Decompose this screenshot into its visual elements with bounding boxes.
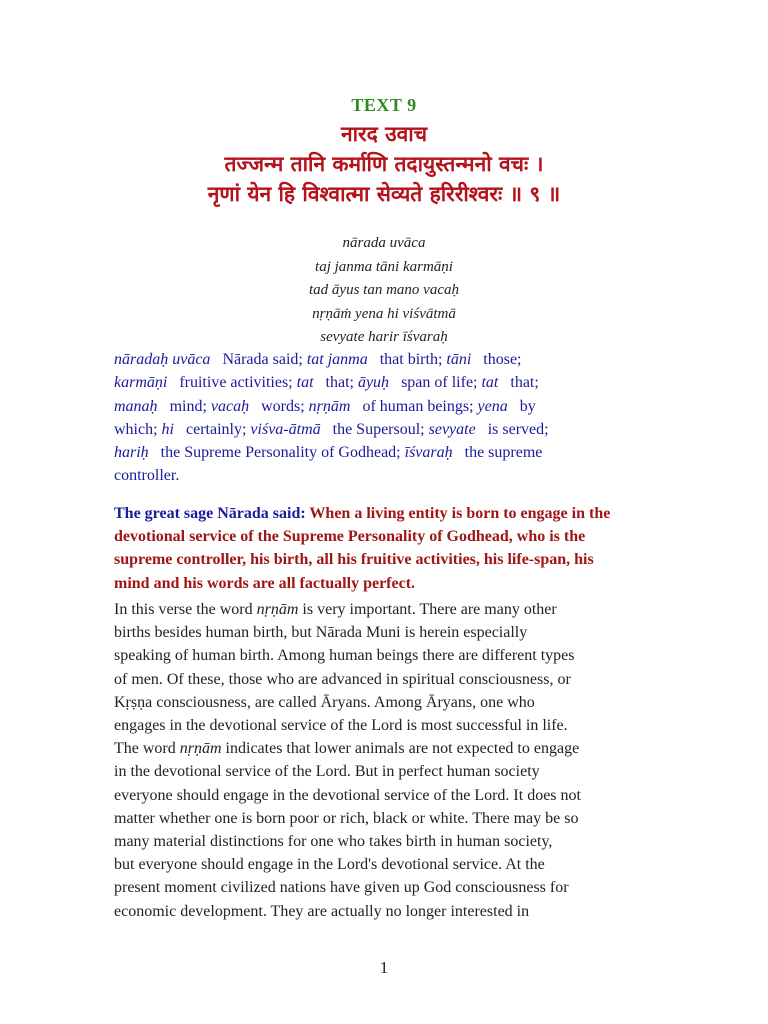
purport-line [114, 876, 659, 899]
transliteration-line: nārada uvāca [342, 235, 426, 251]
purport-line [114, 598, 659, 621]
word-meaning: fruitive activities; [167, 374, 297, 392]
purport-block [114, 598, 659, 923]
purport-text: economic development. They are actually no longer interested in [114, 902, 530, 920]
word-meaning: words; [249, 397, 309, 415]
transliteration-line: sevyate harir īśvaraḥ [320, 329, 448, 346]
word-meaning: that; [313, 374, 358, 392]
devanagari-line: तज्जन्म तानि कर्माणि तदायुस्तन्मनो वचः । [224, 152, 544, 176]
purport-line [114, 668, 659, 691]
word-meaning: Nārada said; [210, 351, 307, 368]
emphasized-word: nṛṇām [179, 740, 222, 758]
synonym-line [114, 395, 654, 418]
synonym-line [114, 464, 654, 487]
purport-text: present moment civilized nations have given up God consciousness for [114, 879, 569, 897]
purport-text: In this verse the word [114, 601, 257, 618]
purport-text: births besides human birth, but Nārada Muni is herein especially [114, 624, 528, 642]
purport-line [114, 621, 659, 644]
synonym-line [114, 441, 654, 464]
translation-lead: The great sage Nārada said: [114, 505, 306, 522]
word-meaning: the Supersoul; [320, 420, 429, 438]
purport-text: Kṛṣṇa consciousness, are called Āryans. Among Āryans, one who [114, 693, 535, 711]
sanskrit-word: karmāṇi [114, 374, 168, 392]
word-meaning: is served; [475, 420, 549, 438]
purport-text: matter whether one is born poor or rich, black or white. There may be so [114, 809, 579, 827]
sanskrit-word: tat janma [306, 351, 368, 368]
synonym-line [114, 418, 654, 441]
sanskrit-word: tat [481, 374, 499, 392]
purport-line [114, 691, 659, 714]
purport-line [114, 807, 659, 830]
transliteration-line: taj janma tāni karmāṇi [315, 258, 453, 275]
purport-line [114, 853, 659, 876]
translation-line: mind and his words are all factually perfect. [114, 574, 416, 592]
verse-heading: TEXT 9 [351, 95, 417, 115]
purport-text: in the devotional service of the Lord. But in perfect human society [114, 763, 540, 781]
translation-block [114, 502, 659, 595]
word-meaning: span of life; [389, 374, 482, 392]
sanskrit-word: hi [161, 420, 174, 438]
purport-line [114, 900, 659, 923]
transliteration-line: nṛṇāṁ yena hi viśvātmā [312, 305, 456, 322]
word-meaning: by [507, 397, 536, 415]
sanskrit-word: tat [296, 374, 314, 392]
sanskrit-word: tāni [446, 351, 472, 368]
synonym-line [114, 371, 654, 394]
sanskrit-word: viśva-ātmā [250, 420, 321, 438]
word-meaning: the Supreme Personality of Godhead; [148, 444, 405, 462]
purport-text: indicates that lower animals are not expected to engage [221, 740, 580, 758]
purport-line [114, 644, 659, 667]
sanskrit-word: vacaḥ [210, 397, 250, 415]
translation-line: When a living entity is born to engage in the [305, 505, 611, 522]
sanskrit-word: īśvaraḥ [404, 444, 453, 462]
purport-text: many material distinctions for one who takes birth in human society, [114, 833, 553, 851]
purport-line [114, 830, 659, 853]
purport-text: but everyone should engage in the Lord's devotional service. At the [114, 856, 545, 874]
synonyms-block [114, 348, 654, 488]
word-meaning: those; [471, 351, 522, 368]
translation-line: devotional service of the Supreme Personality of Godhead, who is the [114, 528, 586, 546]
sanskrit-word: hariḥ [114, 444, 149, 462]
purport-line [114, 760, 659, 783]
word-meaning: that; [498, 374, 539, 392]
purport-line [114, 784, 659, 807]
translation-line: supreme controller, his birth, all his fruitive activities, his life-span, his [114, 551, 594, 569]
synonym-line [114, 348, 654, 371]
word-meaning: mind; [157, 397, 211, 415]
page-number: 1 [379, 958, 389, 977]
word-meaning: controller. [114, 467, 180, 485]
purport-text: engages in the devotional service of the Lord is most successful in life. [114, 717, 568, 735]
sanskrit-word: manaḥ [114, 397, 158, 415]
purport-line [114, 714, 659, 737]
emphasized-word: nṛṇām [256, 601, 299, 618]
sanskrit-word: sevyate [428, 420, 476, 438]
sanskrit-word: nṛṇām [308, 397, 351, 415]
sanskrit-word: yena [477, 397, 508, 415]
word-meaning: certainly; [174, 420, 251, 438]
purport-text: is very important. There are many other [298, 601, 557, 618]
purport-text: of men. Of these, those who are advanced in spiritual consciousness, or [114, 670, 571, 688]
transliteration-line: tad āyus tan mano vacaḥ [309, 282, 459, 299]
transliteration-block [0, 232, 768, 350]
word-meaning: of human beings; [350, 397, 478, 415]
word-meaning: which; [114, 420, 162, 438]
purport-text: speaking of human birth. Among human beings there are different types [114, 647, 575, 665]
sanskrit-word: āyuḥ [357, 374, 390, 392]
purport-text: everyone should engage in the devotional service of the Lord. It does not [114, 786, 581, 804]
purport-text: The word [114, 740, 180, 758]
word-meaning: the supreme [452, 444, 543, 462]
sanskrit-word: nāradaḥ uvāca [114, 351, 211, 368]
purport-line [114, 737, 659, 760]
devanagari-line: नृणां येन हि विश्वात्मा सेव्यते हरिरीश्वरः ॥ ९ ॥ [207, 182, 561, 206]
word-meaning: that birth; [367, 351, 447, 368]
devanagari-line: नारद उवाच [340, 122, 428, 146]
